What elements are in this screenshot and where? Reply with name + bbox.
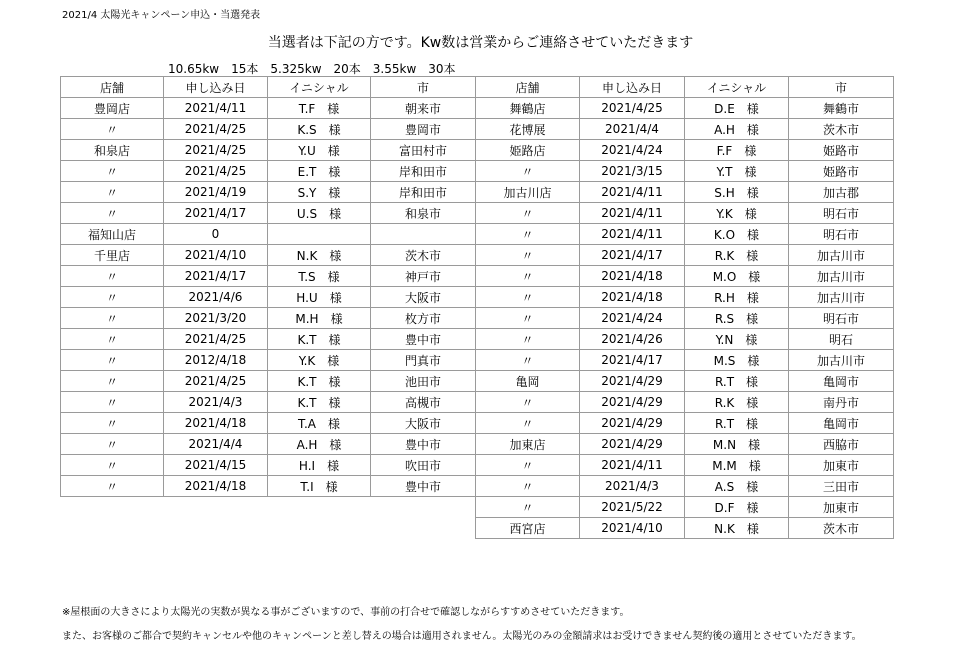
store-cell: 〃 xyxy=(61,476,164,497)
date-cell: 2021/4/6 xyxy=(164,287,268,308)
city-cell: 加古川市 xyxy=(789,266,894,287)
initial-cell: T.S 様 xyxy=(268,266,371,287)
date-cell: 0 xyxy=(164,224,268,245)
initial-cell: T.F 様 xyxy=(268,98,371,119)
table-row xyxy=(476,224,894,245)
store-cell: 〃 xyxy=(61,308,164,329)
table-row xyxy=(476,287,894,308)
initial-cell: N.K 様 xyxy=(268,245,371,266)
table-row xyxy=(476,476,894,497)
date-cell: 2021/4/17 xyxy=(164,266,268,287)
initial-cell: M.O 様 xyxy=(685,266,789,287)
date-cell: 2021/4/25 xyxy=(164,371,268,392)
initial-cell: K.S 様 xyxy=(268,119,371,140)
date-cell: 2021/4/25 xyxy=(580,98,685,119)
initial-cell: A.S 様 xyxy=(685,476,789,497)
date-cell: 2021/4/11 xyxy=(164,98,268,119)
date-cell: 2021/4/11 xyxy=(580,455,685,476)
table-row xyxy=(61,392,476,413)
date-cell: 2021/4/11 xyxy=(580,182,685,203)
store-cell: 〃 xyxy=(61,119,164,140)
city-cell: 門真市 xyxy=(371,350,476,371)
table-row xyxy=(61,308,476,329)
store-cell: 〃 xyxy=(61,371,164,392)
initial-cell: Y.U 様 xyxy=(268,140,371,161)
date-cell: 2021/4/25 xyxy=(164,119,268,140)
date-cell: 2021/4/19 xyxy=(164,182,268,203)
page-title: 当選者は下記の方です。Kw数は営業からご連絡させていただきます xyxy=(267,35,694,51)
city-cell: 舞鶴市 xyxy=(789,98,894,119)
initial-cell: S.H 様 xyxy=(685,182,789,203)
table-row xyxy=(476,392,894,413)
initial-cell: Y.K 様 xyxy=(685,203,789,224)
initial-cell: F.F 様 xyxy=(685,140,789,161)
store-cell: 西宮店 xyxy=(476,518,580,539)
store-cell: 〃 xyxy=(61,350,164,371)
city-cell: 明石 xyxy=(789,329,894,350)
date-cell: 2021/4/17 xyxy=(580,245,685,266)
initial-cell: K.T 様 xyxy=(268,329,371,350)
date-cell: 2021/4/4 xyxy=(580,119,685,140)
table-row xyxy=(476,329,894,350)
date-cell: 2012/4/18 xyxy=(164,350,268,371)
city-cell: 亀岡市 xyxy=(789,413,894,434)
table-row xyxy=(61,413,476,434)
date-cell: 2021/4/29 xyxy=(580,392,685,413)
table-row xyxy=(476,350,894,371)
table-row xyxy=(476,161,894,182)
city-cell: 大阪市 xyxy=(371,287,476,308)
date-cell: 2021/4/18 xyxy=(164,413,268,434)
column-header: 店舗 xyxy=(61,77,164,98)
city-cell: 枚方市 xyxy=(371,308,476,329)
date-cell: 2021/4/18 xyxy=(580,266,685,287)
initial-cell: D.E 様 xyxy=(685,98,789,119)
initial-cell: S.Y 様 xyxy=(268,182,371,203)
store-cell: 〃 xyxy=(61,329,164,350)
city-cell: 茨木市 xyxy=(789,119,894,140)
date-cell: 2021/4/3 xyxy=(164,392,268,413)
store-cell: 加古川店 xyxy=(476,182,580,203)
city-cell: 西脇市 xyxy=(789,434,894,455)
store-cell: 〃 xyxy=(61,392,164,413)
store-cell: 〃 xyxy=(476,350,580,371)
column-header: イニシャル xyxy=(268,77,371,98)
initial-cell: K.T 様 xyxy=(268,392,371,413)
initial-cell: D.F 様 xyxy=(685,497,789,518)
table-row xyxy=(476,182,894,203)
initial-cell: M.N 様 xyxy=(685,434,789,455)
date-cell: 2021/4/29 xyxy=(580,413,685,434)
city-cell: 池田市 xyxy=(371,371,476,392)
table-row xyxy=(61,203,476,224)
table-row xyxy=(61,476,476,497)
store-cell: 〃 xyxy=(61,203,164,224)
store-cell: 〃 xyxy=(476,308,580,329)
table-row xyxy=(476,497,894,518)
city-cell: 加古川市 xyxy=(789,245,894,266)
store-cell: 加東店 xyxy=(476,434,580,455)
store-cell: 〃 xyxy=(61,182,164,203)
table-header-row xyxy=(476,77,894,98)
table-row xyxy=(61,329,476,350)
store-cell: 〃 xyxy=(476,224,580,245)
city-cell: 朝来市 xyxy=(371,98,476,119)
initial-cell: Y.T 様 xyxy=(685,161,789,182)
date-cell: 2021/4/3 xyxy=(580,476,685,497)
column-header: 市 xyxy=(789,77,894,98)
store-cell: 千里店 xyxy=(61,245,164,266)
store-cell: 〃 xyxy=(476,329,580,350)
initial-cell: R.S 様 xyxy=(685,308,789,329)
table-row xyxy=(476,371,894,392)
date-cell: 2021/3/20 xyxy=(164,308,268,329)
city-cell: 神戸市 xyxy=(371,266,476,287)
initial-cell: T.A 様 xyxy=(268,413,371,434)
date-cell: 2021/4/25 xyxy=(164,140,268,161)
table-row xyxy=(476,308,894,329)
table-row xyxy=(476,119,894,140)
store-cell: 姫路店 xyxy=(476,140,580,161)
store-cell: 〃 xyxy=(61,161,164,182)
initial-cell: A.H 様 xyxy=(268,434,371,455)
document-header: 2021/4 太陽光キャンペーン申込・当選発表 xyxy=(62,10,261,21)
store-cell: 〃 xyxy=(476,245,580,266)
table-row xyxy=(476,98,894,119)
date-cell: 2021/4/10 xyxy=(164,245,268,266)
city-cell: 豊中市 xyxy=(371,476,476,497)
table-row xyxy=(61,182,476,203)
city-cell: 明石市 xyxy=(789,224,894,245)
initial-cell: R.H 様 xyxy=(685,287,789,308)
column-header: イニシャル xyxy=(685,77,789,98)
date-cell: 2021/4/24 xyxy=(580,140,685,161)
column-header: 申し込み日 xyxy=(164,77,268,98)
city-cell: 三田市 xyxy=(789,476,894,497)
initial-cell: K.T 様 xyxy=(268,371,371,392)
date-cell: 2021/4/29 xyxy=(580,434,685,455)
table-row xyxy=(61,245,476,266)
date-cell: 2021/4/25 xyxy=(164,161,268,182)
store-cell: 〃 xyxy=(476,392,580,413)
store-cell: 和泉店 xyxy=(61,140,164,161)
store-cell: 〃 xyxy=(476,287,580,308)
city-cell: 豊中市 xyxy=(371,329,476,350)
table-row xyxy=(61,161,476,182)
store-cell: 〃 xyxy=(61,434,164,455)
initial-cell: M.H 様 xyxy=(268,308,371,329)
store-cell: 〃 xyxy=(476,455,580,476)
store-cell: 〃 xyxy=(476,266,580,287)
table-row xyxy=(61,350,476,371)
initial-cell: M.M 様 xyxy=(685,455,789,476)
date-cell: 2021/4/15 xyxy=(164,455,268,476)
date-cell: 2021/4/18 xyxy=(164,476,268,497)
date-cell: 2021/4/17 xyxy=(164,203,268,224)
footnote-cancellation: また、お客様のご都合で契約キャンセルや他のキャンペーンと差し替えの場合は適用されません。太陽光のみの金額請求はお受けできません契約後の適用とさせていただきます。 xyxy=(62,631,862,642)
city-cell: 加古川市 xyxy=(789,350,894,371)
city-cell: 岸和田市 xyxy=(371,182,476,203)
city-cell: 明石市 xyxy=(789,203,894,224)
date-cell: 2021/3/15 xyxy=(580,161,685,182)
city-cell: 加古川市 xyxy=(789,287,894,308)
date-cell: 2021/4/26 xyxy=(580,329,685,350)
table-row xyxy=(61,455,476,476)
city-cell: 姫路市 xyxy=(789,161,894,182)
initial-cell: M.S 様 xyxy=(685,350,789,371)
store-cell: 〃 xyxy=(476,203,580,224)
city-cell: 南丹市 xyxy=(789,392,894,413)
initial-cell: H.I 様 xyxy=(268,455,371,476)
column-header: 市 xyxy=(371,77,476,98)
store-cell: 〃 xyxy=(476,413,580,434)
store-cell: 舞鶴店 xyxy=(476,98,580,119)
table-row xyxy=(61,434,476,455)
date-cell: 2021/4/10 xyxy=(580,518,685,539)
city-cell: 吹田市 xyxy=(371,455,476,476)
table-row xyxy=(61,119,476,140)
city-cell: 高槻市 xyxy=(371,392,476,413)
store-cell: 豊岡店 xyxy=(61,98,164,119)
date-cell: 2021/4/4 xyxy=(164,434,268,455)
store-cell: 亀岡 xyxy=(476,371,580,392)
initial-cell: T.I 様 xyxy=(268,476,371,497)
table-row xyxy=(61,287,476,308)
city-cell: 加東市 xyxy=(789,455,894,476)
city-cell: 茨木市 xyxy=(371,245,476,266)
date-cell: 2021/4/11 xyxy=(580,224,685,245)
city-cell: 茨木市 xyxy=(789,518,894,539)
city-cell: 姫路市 xyxy=(789,140,894,161)
city-cell: 富田村市 xyxy=(371,140,476,161)
store-cell: 花博展 xyxy=(476,119,580,140)
city-cell: 豊岡市 xyxy=(371,119,476,140)
initial-cell: N.K 様 xyxy=(685,518,789,539)
initial-cell: R.K 様 xyxy=(685,392,789,413)
table-row xyxy=(61,98,476,119)
initial-cell: A.H 様 xyxy=(685,119,789,140)
date-cell: 2021/4/25 xyxy=(164,329,268,350)
table-row xyxy=(476,455,894,476)
date-cell: 2021/5/22 xyxy=(580,497,685,518)
city-cell: 岸和田市 xyxy=(371,161,476,182)
table-row xyxy=(61,224,476,245)
table-row xyxy=(476,413,894,434)
initial-cell: H.U 様 xyxy=(268,287,371,308)
date-cell: 2021/4/18 xyxy=(580,287,685,308)
date-cell: 2021/4/11 xyxy=(580,203,685,224)
city-cell xyxy=(371,224,476,245)
column-header: 申し込み日 xyxy=(580,77,685,98)
date-cell: 2021/4/17 xyxy=(580,350,685,371)
initial-cell: R.T 様 xyxy=(685,371,789,392)
table-row xyxy=(476,518,894,539)
table-row xyxy=(476,203,894,224)
initial-cell: R.K 様 xyxy=(685,245,789,266)
initial-cell: K.O 様 xyxy=(685,224,789,245)
table-row xyxy=(476,266,894,287)
table-row xyxy=(61,266,476,287)
store-cell: 福知山店 xyxy=(61,224,164,245)
city-cell: 和泉市 xyxy=(371,203,476,224)
table-row xyxy=(476,245,894,266)
winners-table-left xyxy=(60,76,476,497)
store-cell: 〃 xyxy=(61,266,164,287)
city-cell: 亀岡市 xyxy=(789,371,894,392)
footnote-roof-size: ※屋根面の大きさにより太陽光の実数が異なる事がございますので、事前の打合せで確認しながらすすめさせていただきます。 xyxy=(62,607,630,618)
city-cell: 加東市 xyxy=(789,497,894,518)
store-cell: 〃 xyxy=(476,497,580,518)
table-row xyxy=(476,140,894,161)
date-cell: 2021/4/29 xyxy=(580,371,685,392)
city-cell: 豊中市 xyxy=(371,434,476,455)
store-cell: 〃 xyxy=(61,287,164,308)
column-header: 店舗 xyxy=(476,77,580,98)
table-row xyxy=(476,434,894,455)
kw-summary: 10.65kw 15本 5.325kw 20本 3.55kw 30本 xyxy=(168,62,456,76)
city-cell: 大阪市 xyxy=(371,413,476,434)
initial-cell: Y.K 様 xyxy=(268,350,371,371)
winners-table-right xyxy=(475,76,894,539)
store-cell: 〃 xyxy=(476,476,580,497)
initial-cell: E.T 様 xyxy=(268,161,371,182)
date-cell: 2021/4/24 xyxy=(580,308,685,329)
table-row xyxy=(61,371,476,392)
initial-cell: Y.N 様 xyxy=(685,329,789,350)
table-header-row xyxy=(61,77,476,98)
city-cell: 加古郡 xyxy=(789,182,894,203)
initial-cell xyxy=(268,224,371,245)
store-cell: 〃 xyxy=(476,161,580,182)
store-cell: 〃 xyxy=(61,455,164,476)
initial-cell: U.S 様 xyxy=(268,203,371,224)
city-cell: 明石市 xyxy=(789,308,894,329)
table-row xyxy=(61,140,476,161)
initial-cell: R.T 様 xyxy=(685,413,789,434)
store-cell: 〃 xyxy=(61,413,164,434)
